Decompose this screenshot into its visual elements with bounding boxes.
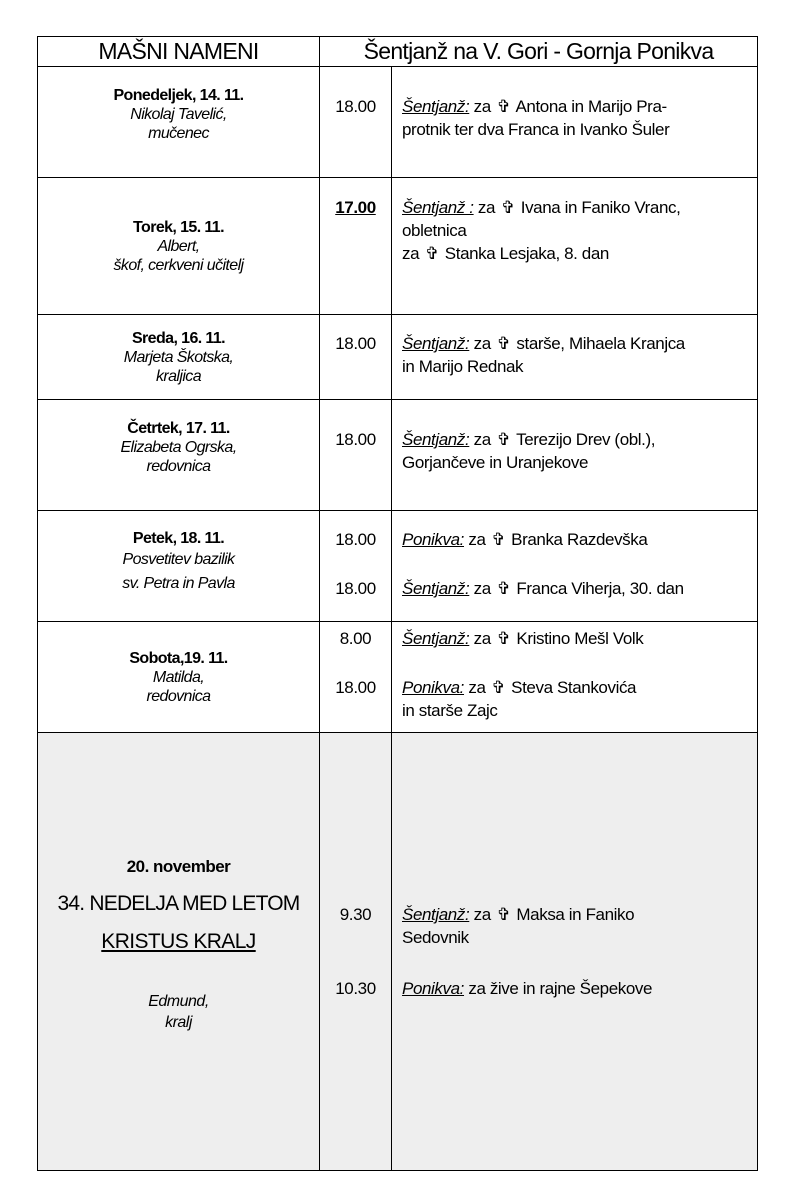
cross-icon: ✞ [491, 678, 506, 697]
table-row [38, 400, 758, 511]
place-label: Šentjanž: [402, 629, 470, 648]
cross-icon: ✞ [496, 629, 511, 648]
time-cell [320, 511, 392, 622]
saint-line: redovnica [146, 687, 211, 705]
intention-text: za [464, 530, 490, 549]
saint-line: redovnica [146, 458, 211, 475]
cross-icon: ✞ [496, 97, 511, 116]
day-cell [38, 400, 320, 511]
place-label: Šentjanž: [402, 334, 470, 353]
place-label: Šentjanž: [402, 579, 470, 598]
place-label: Ponikva: [402, 979, 465, 998]
table-row [38, 315, 758, 400]
saint-line: kralj [165, 1014, 192, 1031]
day-name: Torek, 15. 11. [133, 218, 224, 236]
sunday-title: 34. NEDELJA MED LETOM [57, 892, 300, 915]
intention-text: Branka Razdevška [506, 530, 648, 549]
intention-text: za [469, 430, 496, 449]
cross-icon: ✞ [500, 198, 515, 217]
day-cell [38, 511, 320, 622]
day-name: Četrtek, 17. 11. [127, 420, 230, 437]
sunday-date: 20. november [126, 857, 231, 876]
mass-time: 18.00 [335, 530, 376, 549]
intention-cell [392, 400, 758, 511]
saint-line: Marjeta Škotska, [123, 348, 234, 366]
day-name: Sobota,19. 11. [129, 649, 228, 667]
header-intentions: MAŠNI NAMENI [38, 37, 320, 67]
day-cell [38, 733, 320, 1171]
intention-cell [392, 67, 758, 178]
time-cell [320, 67, 392, 178]
intention-text: za [469, 97, 496, 116]
mass-time: 18.00 [335, 579, 376, 598]
intention-text: za [469, 579, 496, 598]
intention-line: Gorjančeve in Uranjekove [402, 453, 588, 472]
intention-text: Stanka Lesjaka, 8. dan [440, 244, 609, 263]
intention-line [402, 627, 753, 650]
header-parish: Šentjanž na V. Gori - Gornja Ponikva [320, 37, 758, 67]
intention-line [402, 577, 753, 600]
intention-text: Maksa in Faniko [512, 905, 635, 924]
intention-text: Franca Viherja, 30. dan [512, 579, 684, 598]
sunday-feast: KRISTUS KRALJ [101, 930, 256, 953]
mass-schedule-table [37, 36, 758, 1171]
intention-text: Antona in Marijo Pra- [512, 97, 667, 116]
intention-cell [392, 178, 758, 315]
intention-line [402, 428, 753, 451]
intention-line [402, 95, 753, 118]
intention-text: starše, Mihaela Kranjca [512, 334, 685, 353]
intention-text: Terezijo Drev (obl.), [512, 430, 656, 449]
intention-text: za [469, 629, 496, 648]
intention-line [402, 977, 753, 1000]
mass-time: 9.30 [339, 905, 372, 924]
table-row [38, 178, 758, 315]
mass-time: 18.00 [335, 678, 376, 697]
intention-line [402, 332, 753, 355]
intention-line [402, 903, 753, 926]
table-header-row [38, 37, 758, 67]
intention-text: Ivana in Faniko Vranc, [516, 198, 681, 217]
intention-line [402, 528, 753, 551]
mass-time: 18.00 [335, 97, 376, 116]
day-name: Petek, 18. 11. [132, 530, 225, 547]
place-label: Šentjanž: [402, 905, 470, 924]
saint-line: Posvetitev bazilik [122, 551, 235, 568]
day-cell [38, 622, 320, 733]
saint-line: kraljica [156, 367, 201, 385]
cross-icon: ✞ [496, 579, 511, 598]
intention-line: obletnica [402, 221, 467, 240]
intention-line [402, 242, 753, 265]
time-cell [320, 733, 392, 1171]
intention-text: za [473, 198, 500, 217]
intention-cell [392, 511, 758, 622]
table-row-sunday [38, 733, 758, 1171]
saint-line: škof, cerkveni učitelj [113, 256, 244, 274]
saint-line: Elizabeta Ogrska, [120, 439, 237, 456]
saint-line: Nikolaj Tavelić, [130, 106, 227, 123]
day-name: Ponedeljek, 14. 11. [113, 87, 244, 104]
day-cell [38, 315, 320, 400]
place-label: Šentjanž : [402, 198, 474, 217]
cross-icon: ✞ [496, 905, 511, 924]
cross-icon: ✞ [425, 244, 439, 263]
intention-text: za žive in rajne Šepekove [464, 979, 653, 998]
mass-time: 18.00 [335, 430, 376, 449]
cross-icon: ✞ [496, 430, 511, 449]
intention-cell [392, 733, 758, 1171]
intention-line [402, 676, 753, 699]
time-cell [320, 622, 392, 733]
mass-time: 8.00 [339, 629, 372, 648]
intention-cell [392, 622, 758, 733]
cross-icon: ✞ [496, 334, 511, 353]
saint-line: sv. Petra in Pavla [122, 575, 235, 592]
intention-text: Kristino Mešl Volk [512, 629, 644, 648]
day-name: Sreda, 16. 11. [131, 329, 225, 347]
place-label: Šentjanž: [402, 430, 470, 449]
saint-line: Edmund, [148, 993, 209, 1010]
day-cell [38, 67, 320, 178]
saint-line: mučenec [148, 125, 209, 142]
intention-text: za [464, 678, 490, 697]
day-cell [38, 178, 320, 315]
intention-line: protnik ter dva Franca in Ivanko Šuler [402, 120, 670, 139]
time-cell [320, 315, 392, 400]
time-cell [320, 178, 392, 315]
intention-cell [392, 315, 758, 400]
intention-text: Steva Stankovića [506, 678, 637, 697]
place-label: Ponikva: [402, 530, 465, 549]
table-row [38, 67, 758, 178]
saint-line: Albert, [157, 237, 200, 255]
intention-line: in starše Zajc [402, 701, 498, 720]
intention-line: Sedovnik [402, 928, 469, 947]
intention-text: za [469, 334, 496, 353]
intention-text: za [402, 244, 424, 263]
mass-time: 17.00 [335, 198, 376, 217]
intention-line [402, 196, 753, 219]
mass-time: 10.30 [335, 979, 376, 998]
place-label: Ponikva: [402, 678, 465, 697]
table-row [38, 622, 758, 733]
place-label: Šentjanž: [402, 97, 470, 116]
cross-icon: ✞ [491, 530, 506, 549]
mass-time: 18.00 [335, 334, 376, 353]
table-row [38, 511, 758, 622]
intention-text: za [469, 905, 496, 924]
intention-line: in Marijo Rednak [402, 357, 524, 376]
saint-line: Matilda, [152, 668, 205, 686]
time-cell [320, 400, 392, 511]
